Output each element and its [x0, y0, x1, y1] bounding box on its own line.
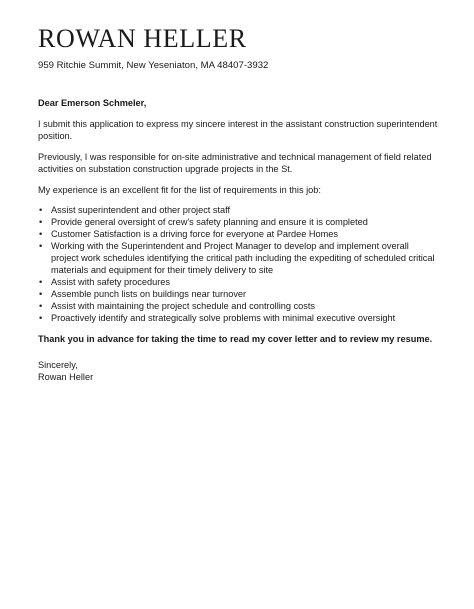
experience-paragraph: Previously, I was responsible for on-site administrative and technical management of field related activities on substation construction upgrade projects in the St. [38, 152, 432, 174]
list-item [38, 228, 438, 240]
list-item [38, 300, 438, 312]
list-item-text: Working with the Superintendent and Project Manager to develop and implement overall project work schedules identifying the critical path including the expediting of scheduled critical materials and equipment for their timely delivery to site [51, 241, 435, 275]
bullet-icon: • [39, 241, 43, 251]
letter-body [38, 97, 438, 383]
list-item-text: Assist with maintaining the project schedule and controlling costs [51, 301, 316, 311]
requirements-list [38, 204, 438, 324]
list-item-text: Assist superintendent and other project staff [51, 205, 231, 215]
list-item-text: Assist with safety procedures [51, 277, 170, 287]
bullet-icon: • [39, 217, 43, 227]
bullet-icon: • [39, 301, 43, 311]
sign-off: Sincerely, [38, 360, 78, 370]
list-item [38, 276, 438, 288]
list-item-text: Assemble punch lists on buildings near turnover [51, 289, 247, 299]
list-item [38, 204, 438, 216]
bullet-icon: • [39, 205, 43, 215]
bullet-icon: • [39, 277, 43, 287]
cover-letter-page [38, 24, 438, 383]
sign-off-block [38, 359, 438, 383]
closing-statement: Thank you in advance for taking the time to read my cover letter and to review my resume. [38, 334, 433, 344]
salutation: Dear Emerson Schmeler, [38, 98, 147, 108]
list-item [38, 312, 438, 324]
list-item-text: Provide general oversight of crew's safety planning and ensure it is completed [51, 217, 368, 227]
bullet-icon: • [39, 289, 43, 299]
applicant-name: ROWAN HELLER [38, 24, 247, 53]
list-item [38, 288, 438, 300]
list-item [38, 240, 438, 276]
bullet-icon: • [39, 313, 43, 323]
applicant-address: 959 Ritchie Summit, New Yeseniaton, MA 48407-3932 [38, 60, 269, 71]
list-item [38, 216, 438, 228]
intro-paragraph: I submit this application to express my sincere interest in the assistant construction superintendent position. [38, 119, 438, 141]
signature-name: Rowan Heller [38, 372, 94, 382]
list-item-text: Customer Satisfaction is a driving force for everyone at Pardee Homes [51, 229, 338, 239]
list-item-text: Proactively identify and strategically solve problems with minimal executive oversight [51, 313, 396, 323]
requirements-intro: My experience is an excellent fit for the list of requirements in this job: [38, 185, 321, 195]
bullet-icon: • [39, 229, 43, 239]
